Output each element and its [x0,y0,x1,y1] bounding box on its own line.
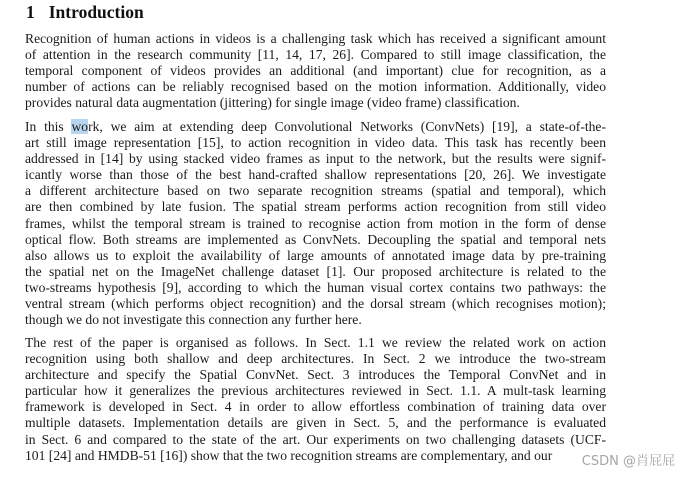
text-line: in Sect. 6 and compared to the state of the art. Our experiments on two challenging datasets (UCF- [25,431,606,447]
text-line: of attention in the research community [11, 14, 17, 26]. Compared to still image classification, the [25,47,606,63]
text-line: a different architecture based on two separate recognition streams (spatial and temporal), which [25,183,606,199]
text-line: particular how it generalizes the previous architectures reviewed in Sect. 1.1. A mult-task learning [25,383,606,399]
text-line: the spatial net on the ImageNet challenge dataset [1]. Our proposed architecture is related to the [25,263,606,279]
text-line: multiple datasets. Implementation details are given in Sect. 5, and the performance is evaluated [25,415,606,431]
text-line: ventral stream (which performs object recognition) and the dorsal stream (which recognises motion); [25,296,606,312]
text-line: two-streams hypothesis [9], according to which the human visual cortex contains two pathways: the [25,279,606,295]
paragraph-1 [25,31,606,111]
paragraph-3 [25,335,606,464]
text-line: provides natural data augmentation (jittering) for single image (video frame) classification. [25,95,520,111]
text-line: framework is developed in Sect. 4 in order to allow effortless combination of training data over [25,399,606,415]
text-line: though we do not investigate this connection any further here. [25,312,362,328]
text-line: architecture and specify the Spatial ConvNet. Sect. 3 introduces the Temporal ConvNet and in [25,367,606,383]
text-line: addressed in [14] by using stacked video frames as input to the network, but the results were signif- [25,151,606,167]
section-heading [26,2,144,22]
text-line: icantly worse than those of the best hand-crafted shallow representations [20, 26]. We investigate [25,167,606,183]
text-line: art still image representation [15], to action recognition in video data. This task has recently been [25,135,606,151]
text-line: optical flow. Both streams are implemented as ConvNets. Decoupling the spatial and temporal nets [25,231,606,247]
text-line: Recognition of human actions in videos is a challenging task which has received a significant amount [25,31,606,46]
text-line: The rest of the paper is organised as follows. In Sect. 1.1 we review the related work on action [25,335,606,350]
text-line: temporal component of videos provides an additional (and important) clue for recognition, as a [25,63,606,79]
paragraph-2 [25,119,606,328]
text-line: recognition using both shallow and deep architectures. In Sect. 2 we introduce the two-stream [25,351,606,367]
text-line: frames, whilst the temporal stream is trained to recognise action from motion in the form of dense [25,215,606,231]
text-selection-highlight: wo [71,119,89,134]
text-line: are then combined by late fusion. The spatial stream performs action recognition from still video [25,199,606,215]
watermark: CSDN @肖屁屁 [581,454,675,469]
section-number: 1 [26,2,35,22]
section-title: Introduction [48,2,144,22]
text-line: In this work, we aim at extending deep Convolutional Networks (ConvNets) [19], a state-of-the- [25,119,606,134]
text-line: number of actions can be reliably recognised based on the motion information. Additionally, video [25,79,606,95]
text-line: also allows us to exploit the availability of large amounts of annotated image data by pre-training [25,247,606,263]
text-line: 101 [24] and HMDB-51 [16]) show that the two recognition streams are complementary, and our [25,447,553,463]
